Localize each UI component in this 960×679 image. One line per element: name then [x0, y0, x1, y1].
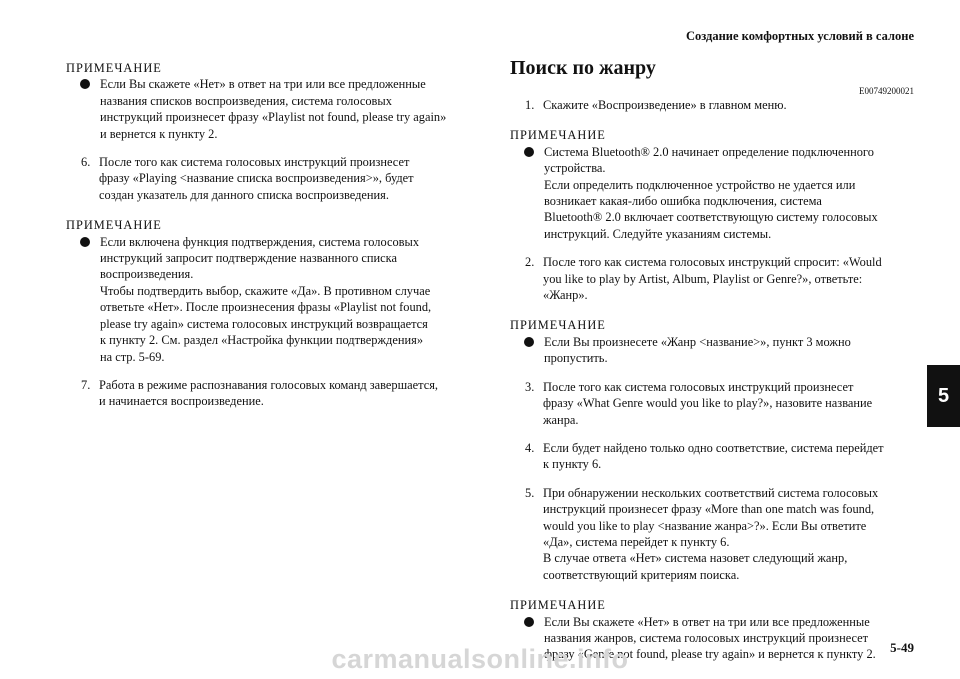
text-line: инструкций произнесет фразу «More than one match was found, [543, 502, 875, 517]
text-line: к пункту 2. См. раздел «Настройка функции подтверждения» [100, 333, 424, 348]
text-line: пропустить. [544, 351, 608, 366]
text-line: Если определить подключенное устройство не удается или [544, 177, 856, 192]
text-line: на стр. 5-69. [100, 349, 165, 364]
step-number: 1. [525, 98, 535, 112]
note-item [66, 234, 486, 365]
section-title: Поиск по жанру [510, 57, 656, 79]
step-number: 5. [525, 485, 535, 500]
note-label: ПРИМЕЧАНИЕ [66, 61, 162, 75]
text-line: и вернется к пункту 2. [100, 126, 218, 141]
text-line: Если Вы произнесете «Жанр <название>», пункт 3 можно [544, 334, 851, 349]
page-header: Создание комфортных условий в салоне [685, 29, 914, 43]
text-line: Скажите «Воспроизведение» в главном меню. [543, 98, 787, 112]
note-label: ПРИМЕЧАНИЕ [510, 128, 606, 143]
text-line: устройства. [544, 161, 606, 176]
step-number: 7. [81, 377, 91, 392]
text-line: названия списков воспроизведения, система голосовых [100, 93, 392, 108]
step-4 [510, 440, 914, 473]
section-code: E00749200021 [859, 86, 914, 96]
chapter-tab: 5 [927, 365, 960, 427]
note-label: ПРИМЕЧАНИЕ [66, 218, 162, 233]
text-line: создан указатель для данного списка воспроизведения. [99, 187, 389, 202]
text-line: would you like to play <название жанра>?». Если Вы ответите [543, 518, 867, 533]
note-item [510, 334, 914, 367]
step-6 [66, 154, 486, 203]
bullet-icon [80, 237, 90, 247]
text-line: После того как система голосовых инструкций спросит: «Would [543, 255, 882, 270]
text-line: к пункту 6. [543, 457, 602, 472]
note-label: ПРИМЕЧАНИЕ [510, 318, 606, 333]
step-number: 4. [525, 440, 535, 455]
text-line: жанра. [543, 412, 579, 427]
text-line: названия жанров, система голосовых инструкций произнесет [544, 630, 869, 645]
text-line: соответствующий критериям поиска. [543, 567, 740, 582]
page-number: 5-49 [890, 640, 914, 655]
text-line: В случае ответа «Нет» система назовет следующий жанр, [543, 551, 848, 566]
step-2 [510, 254, 914, 303]
text-line: ответьте «Нет». После произнесения фразы «Playlist not found, [100, 300, 432, 315]
note-item [510, 144, 914, 242]
text-line: «Жанр». [543, 288, 588, 303]
text-line: Если включена функция подтверждения, система голосовых [100, 234, 420, 249]
text-line: you like to play by Artist, Album, Playlist or Genre?», ответьте: [543, 271, 863, 286]
bullet-icon [80, 79, 90, 89]
text-line: фразу «What Genre would you like to play?», назовите название [543, 396, 873, 411]
text-line: инструкций запросит подтверждение названного списка [100, 251, 397, 266]
text-line: Если будет найдено только одно соответствие, система перейдет [543, 440, 884, 455]
step-1 [510, 97, 914, 113]
step-number: 6. [81, 155, 91, 170]
text-line: После того как система голосовых инструкций произнесет [99, 155, 410, 170]
text-line: «Да», система перейдет к пункту 6. [543, 534, 730, 549]
text-line: инструкций. Следуйте указаниям системы. [544, 226, 772, 241]
text-line: При обнаружении нескольких соответствий система голосовых [543, 485, 879, 500]
right-column [510, 57, 914, 663]
step-7 [66, 377, 486, 410]
left-column [66, 60, 486, 410]
bullet-icon [524, 337, 534, 347]
step-5 [510, 485, 914, 583]
step-3 [510, 379, 914, 428]
text-line: фразу «Genre not found, please try again» и вернется к пункту 2. [544, 647, 876, 662]
text-line: После того как система голосовых инструкций произнесет [543, 379, 854, 394]
note-label: ПРИМЕЧАНИЕ [510, 598, 606, 613]
watermark: carmanualsonline.info [331, 644, 629, 674]
text-line: Работа в режиме распознавания голосовых команд завершается, [99, 377, 439, 392]
text-line: воспроизведения. [100, 267, 194, 282]
step-number: 3. [525, 379, 535, 394]
text-line: Чтобы подтвердить выбор, скажите «Да». В противном случае [100, 283, 431, 298]
bullet-icon [524, 147, 534, 157]
step-number: 2. [525, 255, 535, 270]
note-item [66, 76, 486, 142]
text-line: инструкций произнесет фразу «Playlist not found, please try again» [100, 110, 447, 125]
text-line: please try again» система голосовых инструкций возвращается [100, 316, 428, 331]
text-line: Bluetooth® 2.0 включает соответствующую систему голосовых [544, 210, 878, 225]
text-line: Система Bluetooth® 2.0 начинает определение подключенного [544, 144, 874, 159]
text-line: Если Вы скажете «Нет» в ответ на три или все предложенные [544, 614, 870, 629]
text-line: и начинается воспроизведение. [99, 394, 264, 409]
text-line: возникает какая-либо ошибка подключения, система [544, 194, 822, 209]
text-line: Если Вы скажете «Нет» в ответ на три или все предложенные [100, 77, 426, 92]
bullet-icon [524, 617, 534, 627]
text-line: фразу «Playing <название списка воспроизведения>», будет [99, 171, 414, 186]
